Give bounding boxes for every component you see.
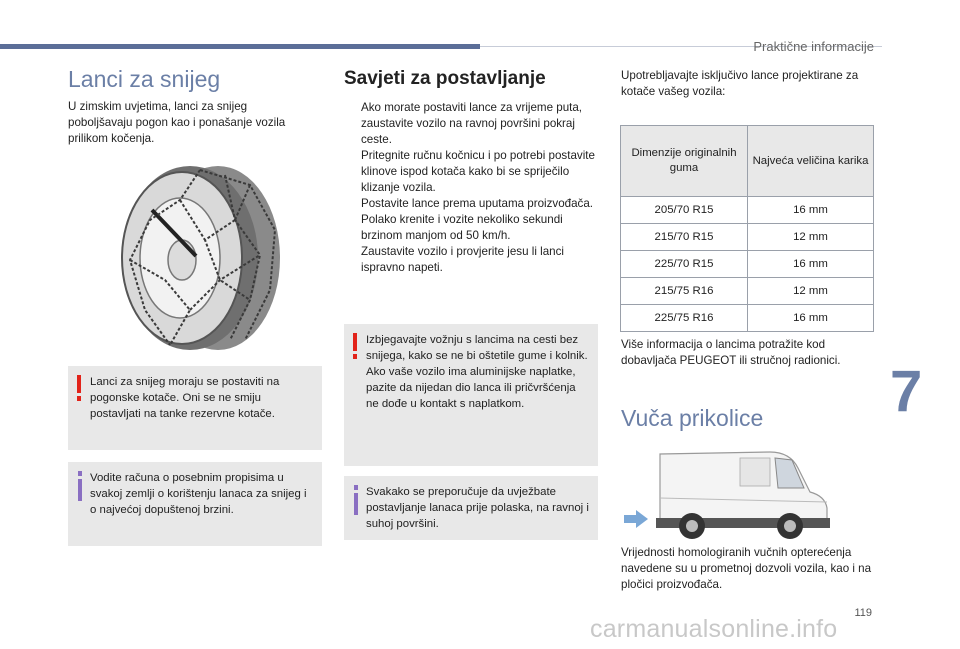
info-text: Svakako se preporučuje da uvježbate postavljanje lanaca prije polaska, na ravnoj i suhoj površini.	[366, 486, 589, 530]
snow-chains-title: Lanci za snijeg	[68, 66, 221, 92]
table-header-row	[621, 126, 874, 197]
tyre-size-cell: 215/75 R16	[621, 278, 748, 305]
warning-box-drive-wheels	[68, 366, 322, 450]
tip-item: Ako morate postaviti lance za vrijeme puta, zaustavite vozilo na ravnoj površini pokraj ceste.	[361, 101, 583, 146]
header-max-link-size: Najveća veličina karika	[748, 126, 874, 197]
link-size-cell: 16 mm	[748, 251, 874, 278]
table-row	[621, 251, 874, 278]
link-size-cell: 12 mm	[748, 278, 874, 305]
watermark: carmanualsonline.info	[590, 615, 838, 643]
chain-size-table	[620, 125, 874, 332]
installation-tips-list	[344, 100, 596, 276]
info-box-regulations	[68, 462, 322, 546]
warning-exclamation-icon	[353, 333, 357, 359]
table-row	[621, 305, 874, 332]
table-row	[621, 278, 874, 305]
warning-exclamation-icon	[77, 375, 81, 401]
tip-item: Zaustavite vozilo i provjerite jesu li lanci ispravno napeti.	[361, 245, 564, 274]
tyre-size-cell: 215/70 R15	[621, 224, 748, 251]
info-i-icon	[77, 471, 83, 501]
link-size-cell: 12 mm	[748, 224, 874, 251]
section-title: Praktične informacije	[753, 39, 874, 54]
tip-item: Postavite lance prema uputama proizvođača.	[361, 197, 594, 210]
info-box-practice	[344, 476, 598, 540]
warning-box-no-snow	[344, 324, 598, 466]
tyre-size-cell: 205/70 R15	[621, 197, 748, 224]
info-text: Vodite računa o posebnim propisima u svakoj zemlji o korištenju lanaca za snijeg i o najvećoj dopuštenoj brzini.	[90, 472, 307, 516]
page-number: 119	[854, 607, 872, 619]
table-row	[621, 224, 874, 251]
snow-chain-wheel-illustration	[110, 160, 285, 355]
more-info-text: Više informacija o lancima potražite kod dobavljača PEUGEOT ili stručnoj radionici.	[621, 338, 841, 367]
tyre-size-cell: 225/75 R16	[621, 305, 748, 332]
table-row	[621, 197, 874, 224]
header-accent-bar	[0, 44, 480, 49]
installation-tips-title: Savjeti za postavljanje	[344, 68, 546, 89]
chains-table-intro: Upotrebljavajte isključivo lance projektirane za kotače vašeg vozila:	[621, 69, 859, 98]
van-towing-illustration	[620, 446, 835, 541]
tyre-size-cell: 225/70 R15	[621, 251, 748, 278]
header-tyre-size: Dimenzije originalnih guma	[621, 126, 748, 197]
towing-title: Vuča prikolice	[621, 405, 764, 431]
snow-chains-intro: U zimskim uvjetima, lanci za snijeg poboljšavaju pogon kao i ponašanje vozila prilikom kočenja.	[68, 100, 286, 145]
tip-item: Polako krenite i vozite nekoliko sekundi brzinom manjom od 50 km/h.	[361, 213, 563, 242]
tip-item: Pritegnite ručnu kočnicu i po potrebi postavite klinove ispod kotača kako bi se spriječilo klizanje vozila.	[361, 149, 595, 194]
chapter-number: 7	[890, 359, 923, 424]
info-i-icon	[353, 485, 359, 515]
towing-text: Vrijednosti homologiranih vučnih opterećenja navedene su u prometnoj dozvoli vozila, kao i na pločici proizvođača.	[621, 546, 872, 591]
warning-text: Izbjegavajte vožnju s lancima na cesti bez snijega, kako se ne bi oštetile gume i kolnik. Ako vaše vozilo ima aluminijske naplatke, pazite da nijedan dio lanca ili pričvršćenja ne dođe u kontakt s naplatkom.	[366, 334, 588, 410]
link-size-cell: 16 mm	[748, 197, 874, 224]
link-size-cell: 16 mm	[748, 305, 874, 332]
warning-text: Lanci za snijeg moraju se postaviti na pogonske kotače. Oni se ne smiju postavljati na tanke rezervne kotače.	[90, 376, 280, 420]
